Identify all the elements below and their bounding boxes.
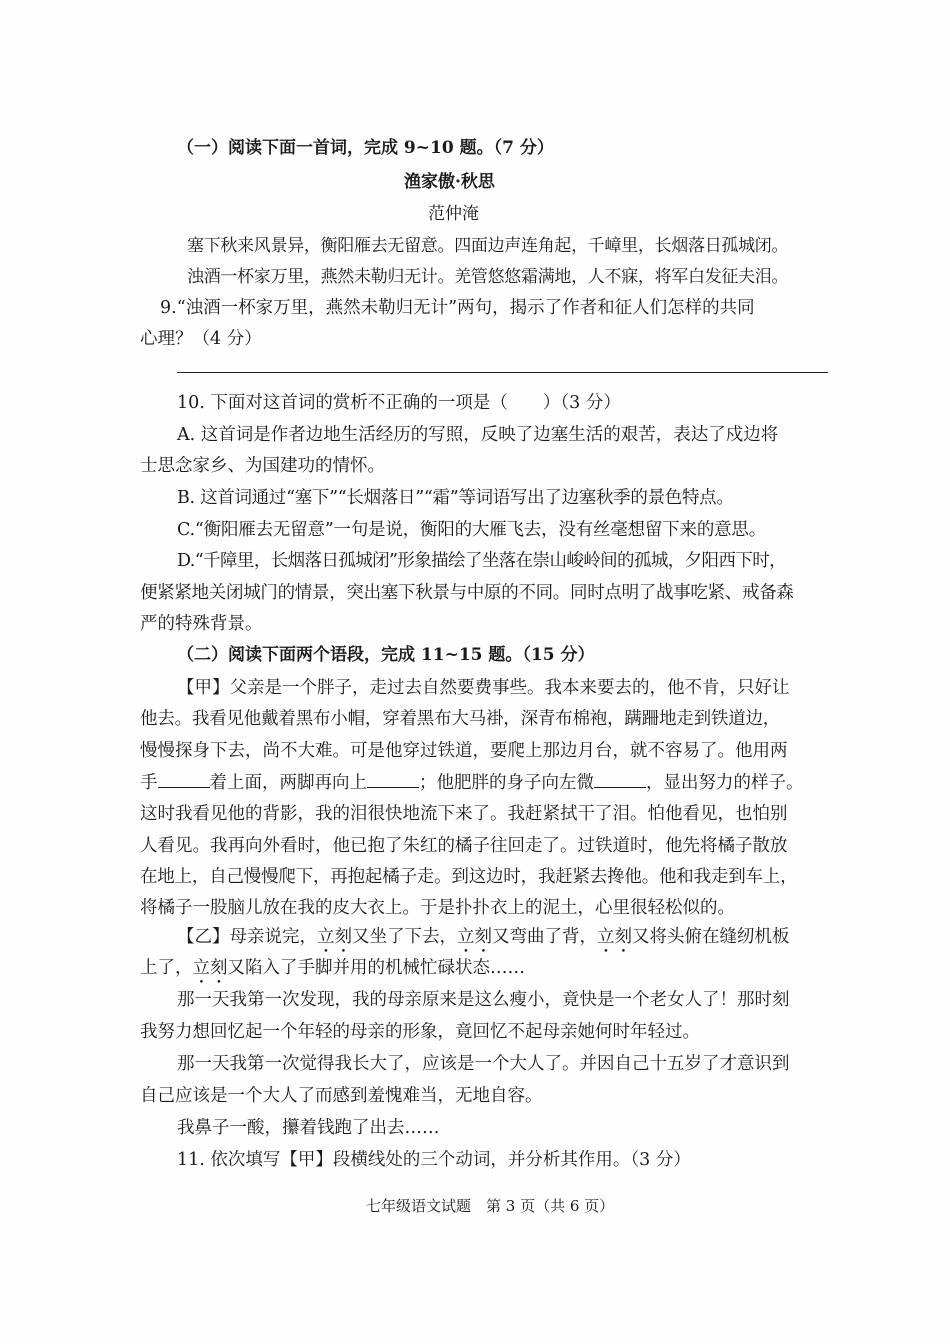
poem-title: 渔家傲·秋思	[404, 172, 495, 192]
option-c: C.“衡阳雁去无留意”一句是说，衡阳的大雁飞去，没有丝毫想留下来的意思。	[177, 520, 767, 540]
passage-jia-line-2: 他去。我看见他戴着黑布小帽，穿着黑布大马褂，深青布棉袍，蹒跚地走到铁道边，	[140, 709, 781, 729]
poem-author: 范仲淹	[428, 204, 479, 224]
poem-line-2: 浊酒一杯家万里，燕然未勒归无计。羌管悠悠霜满地，人不寐，将军白发征夫泪。	[187, 267, 789, 287]
option-a-line-1: A. 这首词是作者边地生活经历的写照，反映了边塞生活的艰苦，表达了戍边将	[177, 425, 779, 445]
blank-1[interactable]	[158, 773, 210, 788]
fill-text-a: 手	[140, 773, 158, 793]
yi-text-1c: 又弯曲了背，	[492, 927, 597, 947]
question-9-line-1: 9.“浊酒一杯家万里，燕然未勒归无计”两句，揭示了作者和征人们怎样的共同	[160, 298, 755, 318]
fill-text-d: ，显出努力的样子。	[646, 773, 804, 793]
passage-yi-p3-line-1: 那一天我第一次觉得我长大了，应该是一个大人了。并因自己十五岁了才意识到	[177, 1054, 790, 1074]
question-11: 11. 依次填写【甲】段横线处的三个动词，并分析其作用。（3 分）	[177, 1150, 691, 1170]
passage-jia-line-3: 慢慢探身下去，尚不大难。可是他穿过铁道，要爬上那边月台，就不容易了。他用两	[140, 741, 788, 761]
passage-jia-line-1: 【甲】父亲是一个胖子，走过去自然要费事些。我本来要去的，他不肯，只好让	[177, 678, 790, 698]
fill-text-c: ；他肥胖的身子向左微	[419, 773, 594, 793]
passage-jia-line-8: 将橘子一股脑儿放在我的皮大衣上。于是扑扑衣上的泥土，心里很轻松似的。	[140, 898, 735, 918]
passage-yi-line-2	[140, 956, 525, 988]
passage-jia-line-4	[140, 771, 804, 795]
emphasized-word: 立刻	[457, 927, 492, 947]
emphasized-word: 立刻	[317, 927, 352, 947]
passage-jia-line-5: 这时我看见他的背影，我的泪很快地流下来了。我赶紧拭干了泪。怕他看见，也怕别	[140, 804, 788, 824]
section1-heading: （一）阅读下面一首词，完成 9~10 题。（7 分）	[177, 138, 554, 158]
fill-text-b: 着上面，两脚再向上	[209, 773, 367, 793]
yi-text-2a: 上了，	[140, 958, 193, 978]
answer-line	[177, 372, 828, 373]
question-9-line-2: 心理？（4 分）	[140, 329, 262, 349]
section2-heading: （二）阅读下面两个语段，完成 11~15 题。（15 分）	[177, 645, 595, 665]
yi-text-1b: 又坐了下去，	[352, 927, 457, 947]
passage-yi-p2-line-1: 那一天我第一次发现，我的母亲原来是这么瘦小，竟快是一个老女人了！那时刻	[177, 990, 790, 1010]
emphasized-word: 立刻	[192, 958, 228, 978]
passage-jia-line-6: 人看见。我再向外看时，他已抱了朱红的橘子往回走了。过铁道时，他先将橘子散放	[140, 836, 788, 856]
passage-yi-p3-line-2: 自己应该是一个大人了而感到羞愧难当，无地自容。	[140, 1086, 543, 1106]
page-footer: 七年级语文试题 第 3 页（共 6 页）	[366, 1197, 615, 1215]
passage-yi-p4: 我鼻子一酸，攥着钱跑了出去……	[177, 1118, 440, 1138]
blank-3[interactable]	[594, 773, 646, 788]
passage-yi-line-1	[177, 925, 790, 957]
option-d-line-3: 严的特殊背景。	[140, 614, 263, 634]
passage-jia-line-7: 在地上，自己慢慢爬下，再抱起橘子走。到这边时，我赶紧去搀他。他和我走到车上，	[140, 867, 798, 887]
option-d-line-1: D.“千障里，长烟落日孤城闭”形象描绘了坐落在崇山峻岭间的孤城，夕阳西下时，	[177, 551, 787, 571]
yi-text-1a: 【乙】母亲说完，	[177, 927, 317, 947]
blank-2[interactable]	[367, 773, 419, 788]
option-a-line-2: 士思念家乡、为国建功的情怀。	[140, 456, 385, 476]
poem-line-1: 塞下秋来风景异，衡阳雁去无留意。四面边声连角起，千嶂里，长烟落日孤城闭。	[187, 236, 789, 256]
option-b: B. 这首词通过“塞下”“长烟落日”“霜”等词语写出了边塞秋季的景色特点。	[177, 488, 734, 508]
option-d-line-2: 便紧紧地关闭城门的情景，突出塞下秋景与中原的不同。同时点明了战事吃紧、戒备森	[140, 583, 794, 603]
yi-text-2b: 又陷入了手脚并用的机械忙碌状态……	[227, 958, 525, 978]
passage-yi-p2-line-2: 我努力想回忆起一个年轻的母亲的形象，竟回忆不起母亲她何时年轻过。	[140, 1022, 700, 1042]
question-10-stem: 10. 下面对这首词的赏析不正确的一项是（ ）（3 分）	[177, 393, 621, 413]
yi-text-1d: 又将头俯在缝纫机板	[632, 927, 790, 947]
emphasized-word: 立刻	[597, 927, 632, 947]
